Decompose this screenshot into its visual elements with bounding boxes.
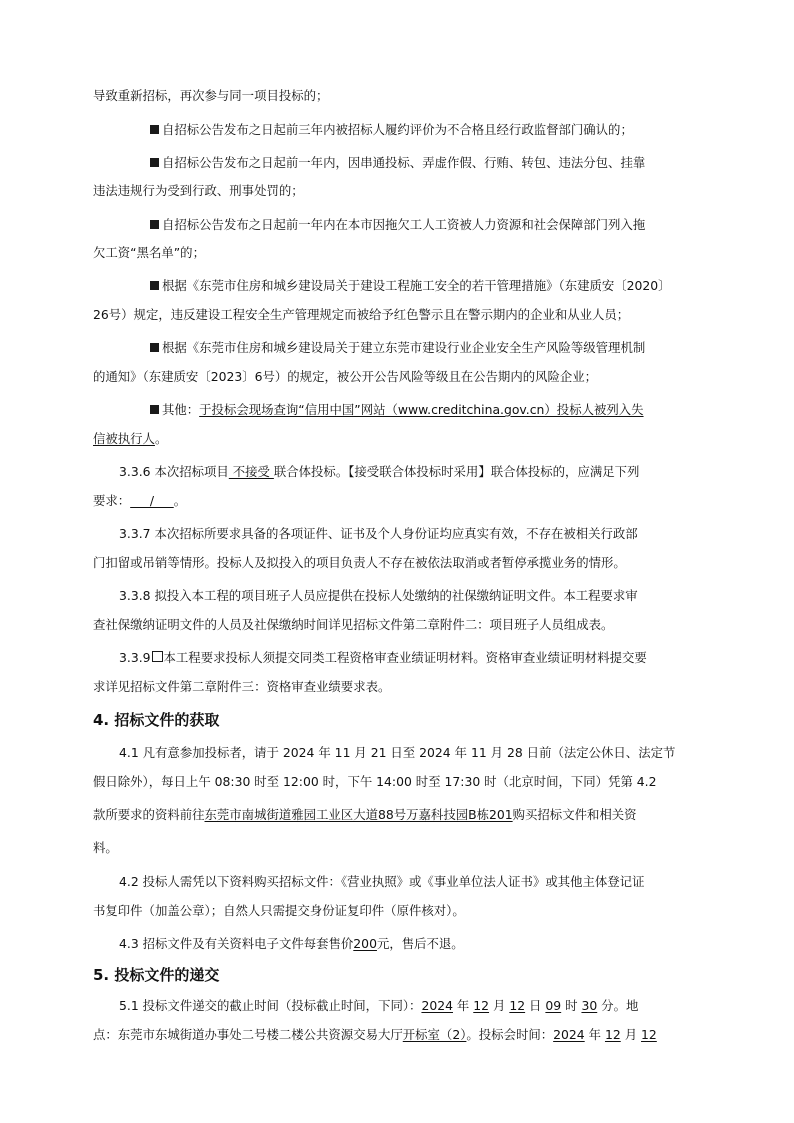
text-line (93, 1027, 657, 1043)
text-span: 。投标会时间： (466, 1027, 554, 1042)
text-line: 门扣留或吊销等情形。投标人及拟投入的项目负责人不存在被依法取消或者暂停承揽业务的情形。 (93, 555, 626, 570)
bullet-text: 自招标公告发布之日起前三年内被招标人履约评价为不合格且经行政监督部门确认的； (162, 122, 633, 137)
text-line: 书复印件（加盖公章）；自然人只需提交身份证复印件（原件核对）。 (93, 903, 465, 918)
text-span: 5.1 投标文件递交的截止时间（投标截止时间，下同）： (119, 998, 422, 1013)
bullet-line (150, 155, 645, 171)
text-line: 4.2 投标人需凭以下资料购买招标文件：《营业执照》或《事业单位法人证书》或其他主体登记证 (119, 874, 645, 889)
text-span: 购买招标文件和相关资 (512, 807, 637, 822)
text-line: 的通知》（东建质安〔2023〕6号）的规定，被公开公告风险等级且在公告期内的风险企业； (93, 369, 598, 384)
text-span: 年 (452, 998, 474, 1013)
text-span: 时 (561, 998, 582, 1013)
section-heading: 5. 投标文件的递交 (93, 966, 220, 984)
text-span: 日 (525, 998, 546, 1013)
bullet-line (150, 278, 671, 294)
bullet-text: 其他： (162, 402, 200, 417)
square-bullet-icon (150, 220, 159, 229)
underlined-text: 12 (604, 1027, 621, 1042)
text-line: 违法违规行为受到行政、刑事处罚的； (93, 183, 304, 198)
bullet-text: 根据《东莞市住房和城乡建设局关于建立东莞市建设行业企业安全生产风险等级管理机制 (162, 340, 646, 355)
text-span: 月 (620, 1027, 642, 1042)
square-bullet-icon (150, 125, 159, 134)
text-line (93, 431, 167, 447)
text-span: 。 (173, 493, 187, 508)
text-line (119, 936, 464, 952)
underlined-text: 不接受 (228, 464, 274, 479)
underlined-text: 12 (509, 998, 526, 1013)
text-span: 款所要求的资料前往 (93, 807, 205, 822)
square-bullet-icon (150, 405, 159, 414)
text-line: 导致重新招标，再次参与同一项目投标的； (93, 88, 329, 103)
underlined-text: 2024 (421, 998, 453, 1013)
underlined-text: 12 (473, 998, 490, 1013)
checkbox-icon (152, 651, 163, 662)
underlined-text: 09 (545, 998, 562, 1013)
underlined-text: / (130, 493, 174, 508)
bullet-line (150, 402, 644, 418)
text-line: 4.1 凡有意参加投标者，请于 2024 年 11 月 21 日至 2024 年 11 月 28 日前（法定公休日、法定节 (119, 745, 676, 760)
text-span: 元，售后不退。 (376, 936, 464, 951)
text-span: 月 (489, 998, 510, 1013)
text-span: 要求： (93, 493, 131, 508)
square-bullet-icon (150, 158, 159, 167)
underlined-text: 开标室（2） (402, 1027, 467, 1042)
text-line (93, 493, 186, 509)
underlined-text: 200 (353, 936, 377, 951)
text-line: 求详见招标文件第二章附件三：资格审查业绩要求表。 (93, 679, 391, 694)
text-line (119, 998, 638, 1014)
text-span: 年 (584, 1027, 605, 1042)
text-line: 查社保缴纳证明文件的人员及社保缴纳时间详见招标文件第二章附件二：项目班子人员组成表。 (93, 617, 614, 632)
text-span: 本工程要求投标人须提交同类工程资格审查业绩证明材料。资格审查业绩证明材料提交要 (163, 650, 647, 665)
bullet-line (150, 217, 645, 233)
text-line: 26号）规定，违反建设工程安全生产管理规定而被给予红色警示且在警示期内的企业和从业人员； (93, 307, 630, 322)
text-span: 。 (154, 431, 168, 446)
text-line: 料。 (93, 840, 118, 855)
text-span: 3.3.6 本次招标项目 (119, 464, 229, 479)
bullet-text: 根据《东莞市住房和城乡建设局关于建设工程施工安全的若干管理措施》（东建质安〔2020〕 (162, 278, 671, 293)
bullet-text: 自招标公告发布之日起前一年内，因串通投标、弄虚作假、行贿、转包、违法分包、挂靠 (162, 155, 646, 170)
text-line (119, 650, 647, 666)
text-span: 4.3 招标文件及有关资料电子文件每套售价 (119, 936, 354, 951)
text-line (93, 807, 637, 823)
bullet-line (150, 122, 633, 138)
text-line: 3.3.8 拟投入本工程的项目班子人员应提供在投标人处缴纳的社保缴纳证明文件。本工程要求审 (119, 588, 638, 603)
text-line: 3.3.7 本次招标所要求具备的各项证件、证书及个人身份证均应真实有效，不存在被相关行政部 (119, 526, 638, 541)
section-heading: 4. 招标文件的获取 (93, 711, 220, 729)
square-bullet-icon (150, 343, 159, 352)
bullet-line (150, 340, 645, 356)
underlined-text: 于投标会现场查询“信用中国”网站（www.creditchina.gov.cn）投标人被列入失 (199, 402, 644, 417)
underlined-text: 2024 (553, 1027, 585, 1042)
text-span: 分。地 (597, 998, 639, 1013)
text-span: 点：东莞市东城街道办事处二号楼二楼公共资源交易大厅 (93, 1027, 403, 1042)
square-bullet-icon (150, 281, 159, 290)
text-line (119, 464, 639, 480)
bullet-text: 自招标公告发布之日起前一年内在本市因拖欠工人工资被人力资源和社会保障部门列入拖 (162, 217, 646, 232)
underlined-text: 30 (581, 998, 598, 1013)
underlined-text: 东莞市南城街道雅园工业区大道88号万嘉科技园B栋201 (204, 807, 513, 822)
text-line: 假日除外），每日上午 08:30 时至 12:00 时，下午 14:00 时至 17:30 时（北京时间，下同）凭第 4.2 (93, 774, 657, 789)
text-span: 3.3.9 (119, 650, 151, 665)
underlined-text: 12 (641, 1027, 657, 1042)
text-span: 联合体投标。【接受联合体投标时采用】联合体投标的，应满足下列 (273, 464, 640, 479)
text-line: 欠工资“黑名单”的； (93, 245, 205, 260)
underlined-text: 信被执行人 (93, 431, 155, 446)
